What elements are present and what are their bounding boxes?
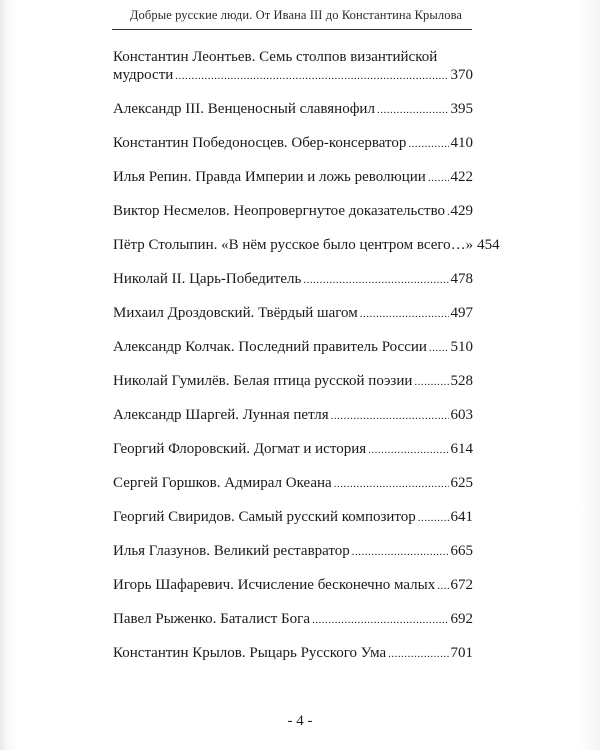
- toc-entry[interactable]: [113, 542, 473, 561]
- toc-entry-page: 603: [450, 407, 473, 423]
- toc-entry-page: 701: [450, 645, 473, 661]
- toc-entry-title: Константин Победоносцев. Обер-консерватор: [113, 135, 407, 151]
- dot-leader: [312, 611, 449, 629]
- dot-leader: [368, 441, 448, 459]
- running-header: Добрые русские люди. От Ивана III до Константина Крылова: [129, 8, 463, 22]
- toc-entry-page: 665: [450, 543, 473, 559]
- toc-entry[interactable]: [113, 338, 473, 357]
- toc-entry-title: Илья Глазунов. Великий реставратор: [113, 543, 350, 559]
- dot-leader: [437, 577, 448, 595]
- toc-entry[interactable]: [113, 304, 473, 323]
- toc-entry-title: Пётр Столыпин. «В нём русское было центром всего…»: [113, 237, 474, 253]
- toc-entry[interactable]: [113, 474, 473, 493]
- toc-entry[interactable]: [113, 236, 500, 255]
- dot-leader: [352, 543, 449, 561]
- dot-leader: [175, 67, 448, 85]
- toc-entry-title: Игорь Шафаревич. Исчисление бесконечно малых: [113, 577, 436, 593]
- toc-entry-page: 497: [450, 305, 473, 321]
- toc-entry-title: Михаил Дроздовский. Твёрдый шагом: [113, 305, 358, 321]
- toc-entry[interactable]: [113, 508, 473, 527]
- toc-entry[interactable]: [113, 48, 473, 85]
- toc-entry[interactable]: [113, 270, 473, 289]
- toc-entry-page: 370: [450, 67, 473, 83]
- dot-leader: [428, 169, 449, 187]
- dot-leader: [334, 475, 449, 493]
- dot-leader: [331, 407, 449, 425]
- dot-leader: [360, 305, 449, 323]
- toc-entry-page: 641: [450, 509, 473, 525]
- toc-entry-title: Сергей Горшков. Адмирал Океана: [113, 475, 332, 491]
- toc-entry-title: Георгий Свиридов. Самый русский композитор: [113, 509, 416, 525]
- header-divider: [112, 29, 472, 30]
- toc-entry-title: Павел Рыженко. Баталист Бога: [113, 611, 310, 627]
- toc-entry-title: Александр III. Венценосный славянофил: [113, 101, 375, 117]
- toc-entry-title: Илья Репин. Правда Империи и ложь революции: [113, 169, 426, 185]
- table-of-contents: [113, 48, 500, 678]
- toc-entry-title: Александр Шаргей. Лунная петля: [113, 407, 329, 423]
- toc-entry-title-continued: мудрости: [113, 67, 174, 83]
- toc-entry[interactable]: [113, 134, 473, 153]
- toc-entry[interactable]: [113, 372, 473, 391]
- toc-entry-page: 422: [450, 169, 473, 185]
- toc-entry-title: Константин Леонтьев. Семь столпов византийской: [113, 49, 438, 65]
- dot-leader: [388, 645, 448, 663]
- dot-leader: [447, 203, 448, 221]
- toc-entry-page: 672: [450, 577, 473, 593]
- toc-entry-page: 692: [450, 611, 473, 627]
- toc-entry-page: 478: [450, 271, 473, 287]
- toc-entry-title: Николай Гумилёв. Белая птица русской поэзии: [113, 373, 413, 389]
- toc-entry-page: 528: [450, 373, 473, 389]
- toc-entry-title: Георгий Флоровский. Догмат и история: [113, 441, 367, 457]
- toc-entry[interactable]: [113, 100, 473, 119]
- toc-entry[interactable]: [113, 406, 473, 425]
- toc-entry-title: Константин Крылов. Рыцарь Русского Ума: [113, 645, 387, 661]
- dot-leader: [429, 339, 449, 357]
- dot-leader: [303, 271, 448, 289]
- page-number: - 4 -: [287, 713, 313, 729]
- toc-entry-page: 410: [450, 135, 473, 151]
- toc-entry[interactable]: [113, 168, 473, 187]
- dot-leader: [377, 101, 449, 119]
- toc-entry[interactable]: [113, 576, 473, 595]
- toc-entry-title: Николай II. Царь-Победитель: [113, 271, 302, 287]
- toc-entry-page: 625: [450, 475, 473, 491]
- toc-entry[interactable]: [113, 644, 473, 663]
- dot-leader: [408, 135, 448, 153]
- toc-entry[interactable]: [113, 202, 473, 221]
- toc-entry-title: Виктор Несмелов. Неопровергнутое доказательство: [113, 203, 446, 219]
- toc-entry-page: 510: [450, 339, 473, 355]
- toc-entry-title: Александр Колчак. Последний правитель России: [113, 339, 427, 355]
- dot-leader: [414, 373, 448, 391]
- toc-entry[interactable]: [113, 440, 473, 459]
- toc-entry-page: 429: [450, 203, 473, 219]
- toc-entry[interactable]: [113, 610, 473, 629]
- toc-entry-page: 614: [450, 441, 473, 457]
- toc-entry-page: 395: [450, 101, 473, 117]
- dot-leader: [418, 509, 449, 527]
- toc-entry-page: 454: [477, 237, 500, 253]
